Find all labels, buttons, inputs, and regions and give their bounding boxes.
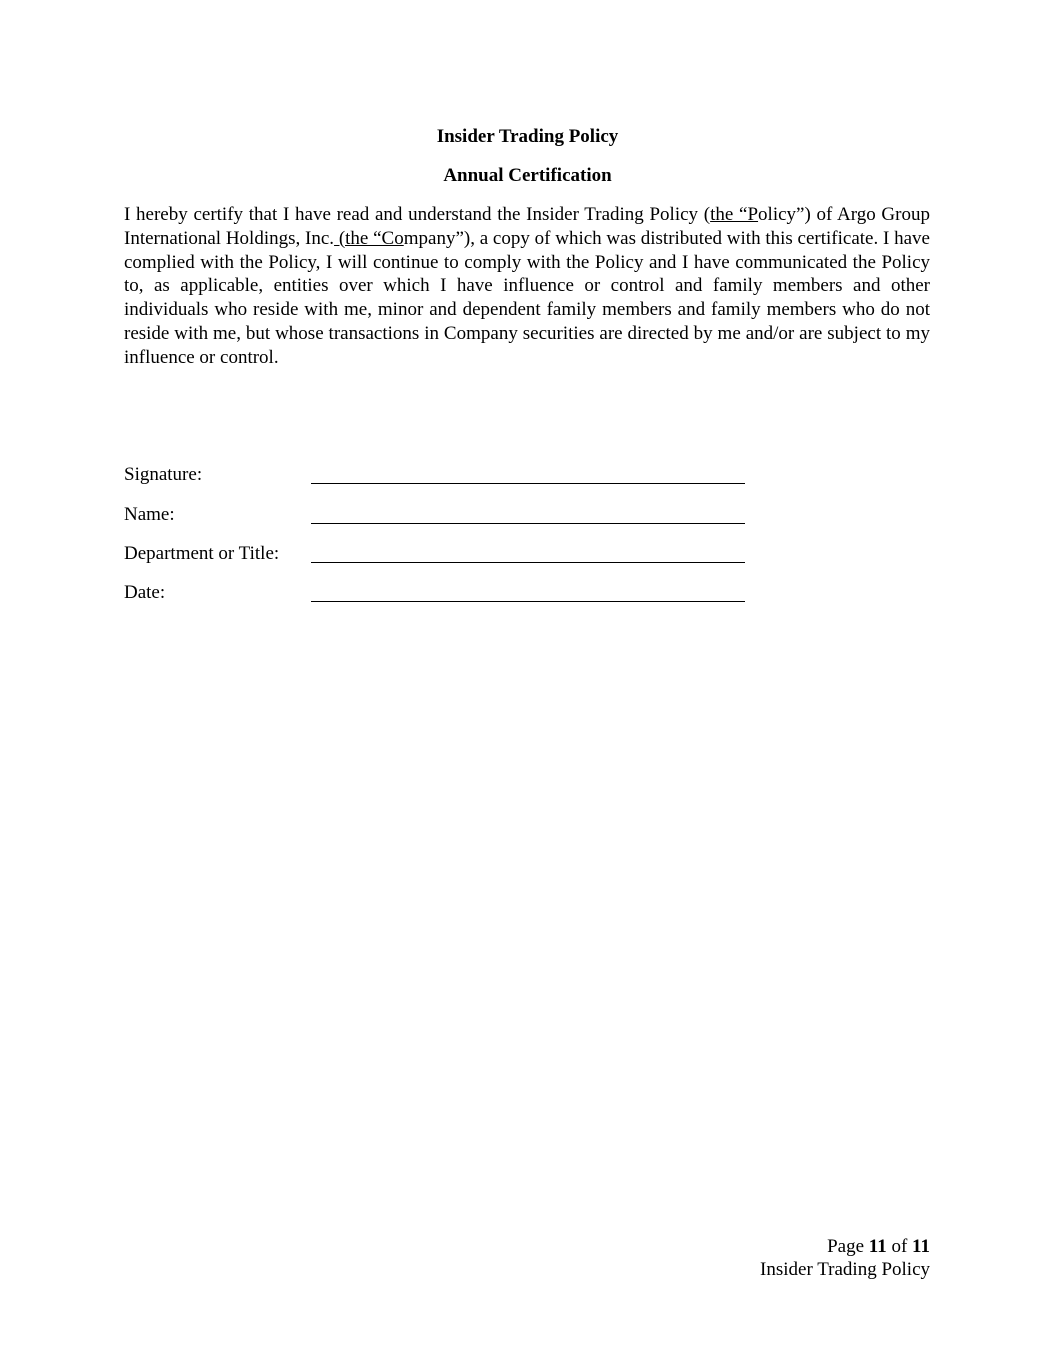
certification-paragraph: [124, 203, 930, 370]
date-line[interactable]: [311, 601, 745, 602]
name-line[interactable]: [311, 523, 745, 524]
paragraph-text-3: mpany”), a copy of which was distributed with this certificate. I have complied with the Policy, I will continue to comply with the Policy and I have communicated the Policy to, as applicable, entities over which I have influence or control and family members and other individuals who reside with me, minor and dependent family members and family members who do not reside with me, but whose transactions in Company securities are directed by me and/or are subject to my influence or control.: [124, 227, 930, 368]
name-label: Name:: [124, 504, 175, 525]
page-prefix: Page: [827, 1236, 869, 1257]
page-number: [760, 1235, 930, 1258]
page-total: 11: [912, 1236, 930, 1257]
signature-label: Signature:: [124, 464, 203, 485]
document-title: Insider Trading Policy: [436, 126, 619, 147]
name-row: [124, 503, 746, 527]
page-of: of: [886, 1236, 913, 1257]
paragraph-underline-1: the “P: [710, 204, 759, 225]
page-current: 11: [868, 1236, 887, 1257]
paragraph-text-2: olicy”) of Argo Group International Holdings, Inc.: [124, 204, 930, 249]
department-row: [124, 542, 746, 566]
signature-line[interactable]: [311, 483, 745, 484]
department-line[interactable]: [311, 562, 745, 563]
signature-row: [124, 463, 746, 487]
department-label: Department or Title:: [124, 543, 280, 564]
footer-doc-name: Insider Trading Policy: [760, 1259, 930, 1280]
document-subtitle: Annual Certification: [443, 165, 612, 186]
page-footer: [760, 1235, 930, 1281]
date-row: [124, 581, 746, 605]
paragraph-underline-2: (the “Co: [334, 227, 404, 249]
date-label: Date:: [124, 582, 166, 603]
paragraph-text-1: I hereby certify that I have read and understand the Insider Trading Policy (: [124, 204, 711, 225]
